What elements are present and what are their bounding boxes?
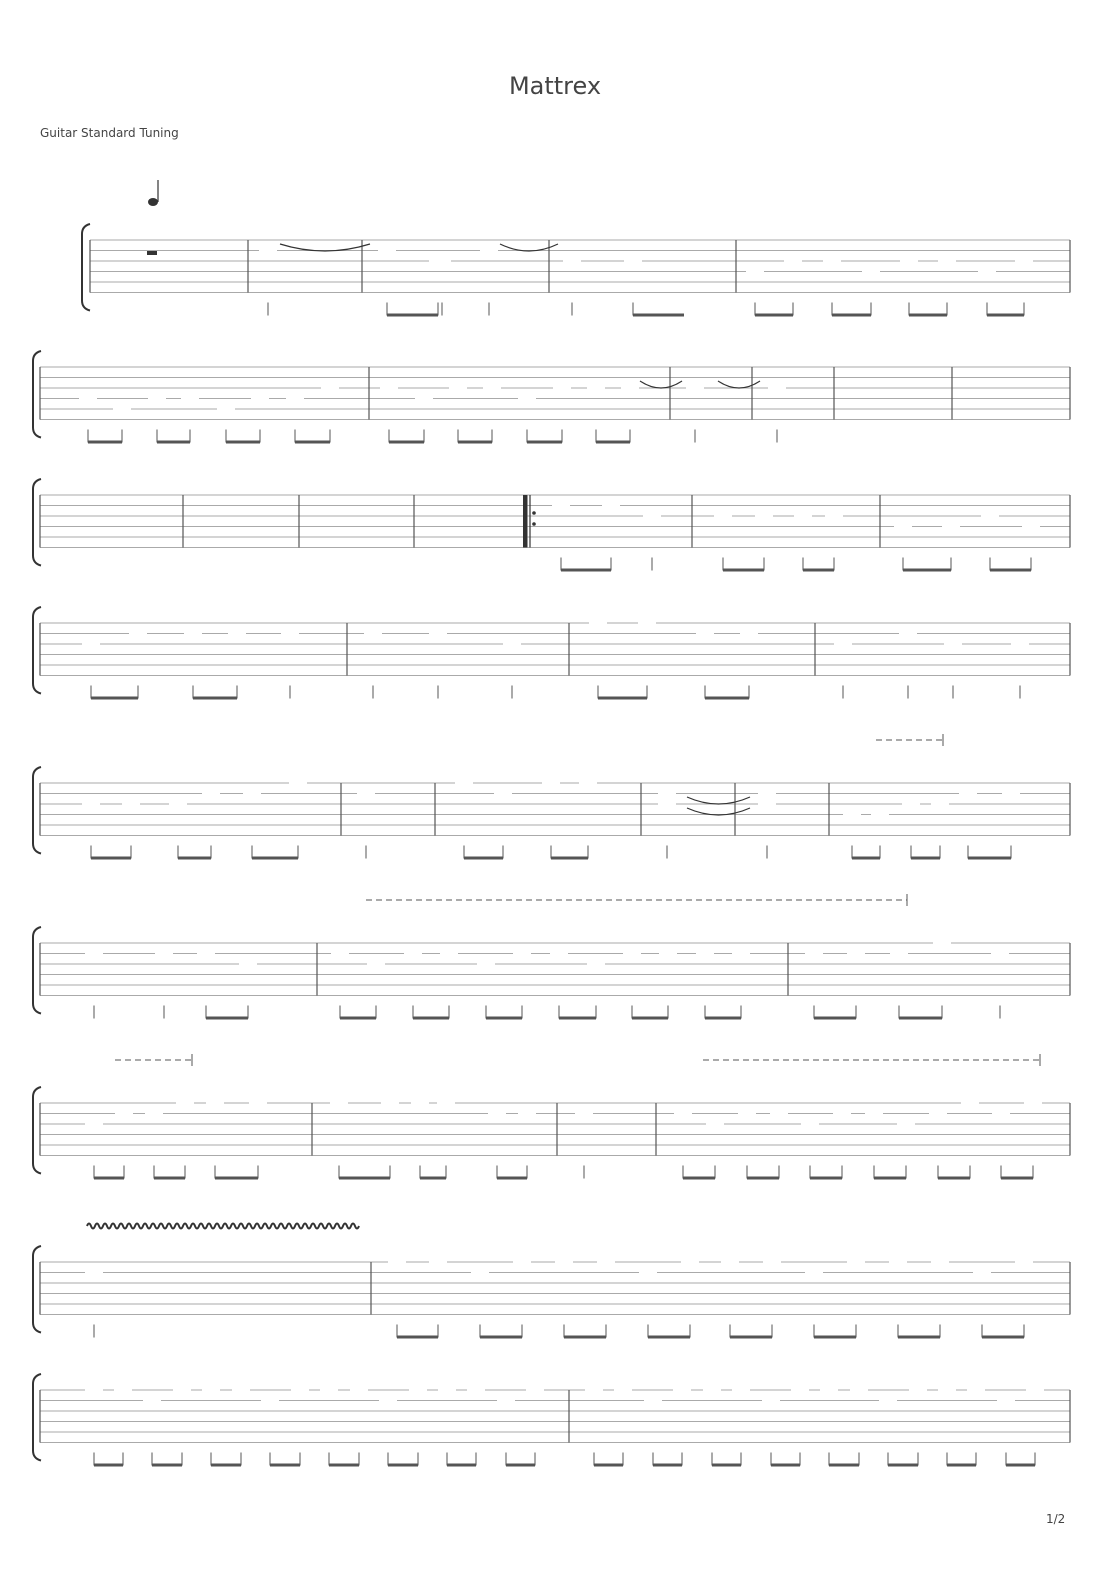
fret-backdrop	[321, 382, 339, 394]
note-beam	[810, 1177, 842, 1180]
fret-backdrop	[833, 1108, 851, 1120]
fret-backdrop	[931, 798, 949, 810]
fret-backdrop	[991, 948, 1009, 960]
fret-backdrop	[471, 1267, 489, 1279]
note-beam	[397, 1336, 438, 1339]
note-beam	[388, 1464, 418, 1467]
fret-backdrop	[259, 245, 277, 257]
fret-backdrop	[825, 510, 843, 522]
fret-backdrop	[823, 255, 841, 267]
note-beam	[91, 857, 131, 860]
note-beam	[755, 314, 793, 317]
note-beam	[730, 1336, 772, 1339]
fret-backdrop	[477, 958, 495, 970]
tie-arc	[687, 797, 750, 804]
fret-backdrop	[1024, 1097, 1042, 1109]
fret-backdrop	[644, 1395, 662, 1407]
fret-backdrop	[173, 1384, 191, 1396]
fret-backdrop	[286, 393, 304, 405]
fret-backdrop	[455, 777, 473, 789]
fret-backdrop	[992, 1108, 1010, 1120]
fret-backdrop	[429, 1256, 447, 1268]
fret-backdrop	[513, 948, 531, 960]
fret-backdrop	[938, 1384, 956, 1396]
note-beam	[633, 314, 684, 317]
fret-backdrop	[820, 1384, 838, 1396]
note-beam	[888, 1464, 918, 1467]
fret-backdrop	[113, 403, 131, 415]
fret-backdrop	[330, 1097, 348, 1109]
note-beam	[903, 569, 951, 572]
fret-backdrop	[681, 1256, 699, 1268]
fret-backdrop	[289, 777, 307, 789]
fret-backdrop	[597, 1256, 615, 1268]
note-beam	[157, 441, 190, 444]
note-beam	[803, 569, 834, 572]
fret-backdrop	[388, 1256, 406, 1268]
fret-backdrop	[587, 382, 605, 394]
fret-backdrop	[381, 1097, 399, 1109]
fret-backdrop	[181, 393, 199, 405]
fret-backdrop	[801, 1118, 819, 1130]
fret-backdrop	[518, 393, 536, 405]
fret-backdrop	[686, 382, 704, 394]
fret-backdrop	[643, 510, 661, 522]
note-beam	[464, 857, 503, 860]
note-beam	[683, 1177, 715, 1180]
note-beam	[559, 1017, 596, 1020]
fret-backdrop	[148, 393, 166, 405]
fret-backdrop	[155, 948, 173, 960]
note-beam	[987, 314, 1024, 317]
fret-backdrop	[350, 1384, 368, 1396]
note-beam	[339, 1177, 390, 1180]
fret-backdrop	[714, 510, 732, 522]
fret-backdrop	[865, 1108, 883, 1120]
fret-backdrop	[249, 1097, 267, 1109]
fret-backdrop	[122, 798, 140, 810]
fret-backdrop	[202, 788, 220, 800]
page-number: 1/2	[1046, 1512, 1066, 1526]
note-beam	[458, 441, 492, 444]
note-beam	[389, 441, 424, 444]
fret-backdrop	[624, 255, 642, 267]
fret-backdrop	[480, 245, 498, 257]
fret-backdrop	[967, 1384, 985, 1396]
note-beam	[486, 1017, 522, 1020]
fret-backdrop	[503, 638, 521, 650]
fret-backdrop	[871, 809, 889, 821]
fret-backdrop	[114, 1384, 132, 1396]
note-beam	[329, 1464, 359, 1467]
note-beam	[447, 1464, 476, 1467]
fret-backdrop	[575, 1108, 593, 1120]
fret-backdrop	[411, 1097, 429, 1109]
fret-backdrop	[483, 382, 501, 394]
note-beam	[832, 314, 871, 317]
fret-backdrop	[909, 1384, 927, 1396]
fret-backdrop	[658, 788, 676, 800]
fret-backdrop	[115, 1108, 133, 1120]
note-beam	[91, 697, 138, 700]
fret-backdrop	[762, 1395, 780, 1407]
fret-backdrop	[228, 628, 246, 640]
fret-backdrop	[959, 788, 977, 800]
note-beam	[990, 569, 1031, 572]
fret-backdrop	[768, 382, 786, 394]
fret-backdrop	[834, 638, 852, 650]
fret-backdrop	[379, 1395, 397, 1407]
note-beam	[561, 569, 611, 572]
note-beam	[564, 1336, 606, 1339]
note-beam	[594, 1464, 623, 1467]
fret-backdrop	[658, 798, 676, 810]
fret-backdrop	[862, 266, 880, 278]
fret-backdrop	[488, 1108, 506, 1120]
fret-backdrop	[902, 798, 920, 810]
fret-backdrop	[542, 777, 560, 789]
fret-backdrop	[169, 798, 187, 810]
fret-backdrop	[232, 1384, 250, 1396]
fret-backdrop	[899, 628, 917, 640]
fret-backdrop	[696, 948, 714, 960]
fret-backdrop	[784, 255, 802, 267]
tie-arc	[687, 808, 750, 815]
fret-backdrop	[889, 1256, 907, 1268]
fret-backdrop	[589, 617, 607, 629]
fret-backdrop	[1015, 255, 1033, 267]
note-beam	[413, 1017, 449, 1020]
tuning-label: Guitar Standard Tuning	[40, 126, 179, 140]
fret-backdrop	[843, 809, 861, 821]
fret-backdrop	[526, 1384, 544, 1396]
song-title: Mattrex	[508, 72, 602, 100]
note-beam	[527, 441, 562, 444]
fret-backdrop	[251, 393, 269, 405]
fret-backdrop	[364, 628, 382, 640]
fret-backdrop	[938, 255, 956, 267]
fret-backdrop	[805, 1267, 823, 1279]
fret-backdrop	[942, 521, 960, 533]
note-beam	[898, 1336, 940, 1339]
note-beam	[270, 1464, 300, 1467]
note-beam	[211, 1464, 241, 1467]
fret-backdrop	[331, 948, 349, 960]
fret-backdrop	[409, 1384, 427, 1396]
note-beam	[814, 1017, 856, 1020]
fret-backdrop	[291, 1384, 309, 1396]
fret-backdrop	[553, 382, 571, 394]
note-beam	[982, 1336, 1024, 1339]
fret-backdrop	[890, 948, 908, 960]
note-beam	[938, 1177, 970, 1180]
note-beam	[193, 697, 237, 700]
fret-backdrop	[550, 948, 568, 960]
fret-backdrop	[674, 1108, 692, 1120]
fret-backdrop	[981, 510, 999, 522]
fret-backdrop	[696, 628, 714, 640]
fret-backdrop	[320, 1384, 338, 1396]
note-beam	[480, 1336, 522, 1339]
fret-backdrop	[378, 245, 396, 257]
fret-backdrop	[206, 1097, 224, 1109]
fret-backdrop	[437, 1097, 455, 1109]
note-beam	[420, 1177, 446, 1180]
note-beam	[598, 697, 647, 700]
note-beam	[814, 1336, 856, 1339]
fret-backdrop	[367, 958, 385, 970]
fret-backdrop	[85, 1384, 103, 1396]
fret-backdrop	[763, 1256, 781, 1268]
note-beam	[909, 314, 947, 317]
fret-backdrop	[805, 948, 823, 960]
fret-backdrop	[449, 382, 467, 394]
quarter-note-icon	[148, 198, 158, 206]
note-beam	[632, 1017, 668, 1020]
fret-backdrop	[721, 1256, 739, 1268]
fret-backdrop	[415, 393, 433, 405]
fret-backdrop	[1011, 638, 1029, 650]
note-beam	[295, 441, 330, 444]
half-rest-icon	[147, 251, 157, 255]
fret-backdrop	[129, 628, 147, 640]
fret-backdrop	[243, 788, 261, 800]
fret-backdrop	[579, 777, 597, 789]
fret-backdrop	[467, 1384, 485, 1396]
note-beam	[1001, 1177, 1033, 1180]
note-beam	[551, 857, 588, 860]
note-beam	[152, 1464, 182, 1467]
fret-backdrop	[239, 958, 257, 970]
fret-backdrop	[497, 1395, 515, 1407]
note-beam	[852, 857, 880, 860]
fret-backdrop	[621, 382, 639, 394]
fret-backdrop	[931, 1256, 949, 1268]
note-beam	[596, 441, 630, 444]
fret-backdrop	[217, 403, 235, 415]
fret-backdrop	[1026, 1384, 1044, 1396]
fret-backdrop	[738, 1108, 756, 1120]
fret-backdrop	[563, 255, 581, 267]
fret-backdrop	[706, 1118, 724, 1130]
repeat-thick-bar	[523, 495, 527, 548]
fret-backdrop	[746, 266, 764, 278]
fret-backdrop	[1022, 521, 1040, 533]
fret-backdrop	[933, 937, 951, 949]
fret-backdrop	[145, 1108, 163, 1120]
note-beam	[497, 1177, 527, 1180]
note-beam	[206, 1017, 248, 1020]
note-beam	[968, 857, 1011, 860]
vibrato-icon	[87, 1224, 359, 1229]
fret-backdrop	[602, 500, 620, 512]
fret-backdrop	[176, 1097, 194, 1109]
fret-backdrop	[997, 1395, 1015, 1407]
note-beam	[88, 441, 122, 444]
fret-backdrop	[659, 948, 677, 960]
fret-backdrop	[973, 1267, 991, 1279]
staff-bracket	[82, 224, 90, 311]
fret-backdrop	[639, 1267, 657, 1279]
fret-backdrop	[79, 393, 97, 405]
note-beam	[874, 1177, 906, 1180]
fret-backdrop	[961, 1097, 979, 1109]
fret-backdrop	[587, 958, 605, 970]
fret-backdrop	[944, 638, 962, 650]
note-beam	[947, 1464, 976, 1467]
fret-backdrop	[614, 1384, 632, 1396]
tie-arc	[280, 244, 370, 251]
note-beam	[705, 697, 749, 700]
fret-backdrop	[357, 788, 375, 800]
note-beam	[178, 857, 211, 860]
note-beam	[705, 1017, 741, 1020]
fret-backdrop	[429, 628, 447, 640]
note-beam	[771, 1464, 800, 1467]
fret-backdrop	[1015, 1256, 1033, 1268]
note-beam	[252, 857, 298, 860]
note-beam	[653, 1464, 682, 1467]
fret-backdrop	[433, 255, 451, 267]
fret-backdrop	[758, 798, 776, 810]
fret-backdrop	[703, 1384, 721, 1396]
note-beam	[387, 314, 438, 317]
note-beam	[154, 1177, 185, 1180]
note-beam	[911, 857, 940, 860]
tie-arc	[718, 381, 760, 388]
fret-backdrop	[85, 948, 103, 960]
fret-backdrop	[755, 510, 773, 522]
fret-backdrop	[85, 1118, 103, 1130]
fret-backdrop	[978, 266, 996, 278]
fret-backdrop	[202, 1384, 220, 1396]
fret-backdrop	[794, 510, 812, 522]
fret-backdrop	[380, 382, 398, 394]
fret-backdrop	[143, 1395, 161, 1407]
fret-backdrop	[585, 1384, 603, 1396]
fret-backdrop	[197, 948, 215, 960]
fret-backdrop	[732, 1384, 750, 1396]
fret-backdrop	[1002, 788, 1020, 800]
fret-backdrop	[847, 1256, 865, 1268]
repeat-dot	[532, 511, 536, 515]
fret-backdrop	[929, 1108, 947, 1120]
fret-backdrop	[85, 1267, 103, 1279]
fret-backdrop	[758, 788, 776, 800]
note-beam	[747, 1177, 779, 1180]
note-beam	[226, 441, 260, 444]
fret-backdrop	[897, 1118, 915, 1130]
fret-backdrop	[440, 948, 458, 960]
fret-backdrop	[518, 1108, 536, 1120]
fret-backdrop	[673, 1384, 691, 1396]
fret-backdrop	[281, 628, 299, 640]
fret-backdrop	[732, 948, 750, 960]
fret-backdrop	[791, 1384, 809, 1396]
fret-backdrop	[638, 617, 656, 629]
fret-backdrop	[82, 798, 100, 810]
fret-backdrop	[894, 521, 912, 533]
note-beam	[215, 1177, 258, 1180]
note-beam	[94, 1177, 124, 1180]
note-beam	[506, 1464, 535, 1467]
note-beam	[829, 1464, 859, 1467]
tie-arc	[640, 381, 682, 388]
note-beam	[899, 1017, 942, 1020]
fret-backdrop	[900, 255, 918, 267]
fret-backdrop	[555, 1256, 573, 1268]
note-beam	[723, 569, 764, 572]
fret-backdrop	[623, 948, 641, 960]
fret-backdrop	[879, 1395, 897, 1407]
fret-backdrop	[740, 628, 758, 640]
note-beam	[648, 1336, 690, 1339]
fret-backdrop	[184, 628, 202, 640]
fret-backdrop	[494, 788, 512, 800]
fret-backdrop	[404, 948, 422, 960]
fret-backdrop	[847, 948, 865, 960]
fret-backdrop	[850, 1384, 868, 1396]
note-beam	[94, 1464, 123, 1467]
fret-backdrop	[82, 638, 100, 650]
fret-backdrop	[513, 1256, 531, 1268]
fret-backdrop	[261, 1395, 279, 1407]
repeat-dot	[532, 522, 536, 526]
fret-backdrop	[770, 1108, 788, 1120]
fret-backdrop	[552, 500, 570, 512]
note-beam	[712, 1464, 741, 1467]
fret-backdrop	[438, 1384, 456, 1396]
note-beam	[340, 1017, 376, 1020]
note-beam	[1006, 1464, 1035, 1467]
